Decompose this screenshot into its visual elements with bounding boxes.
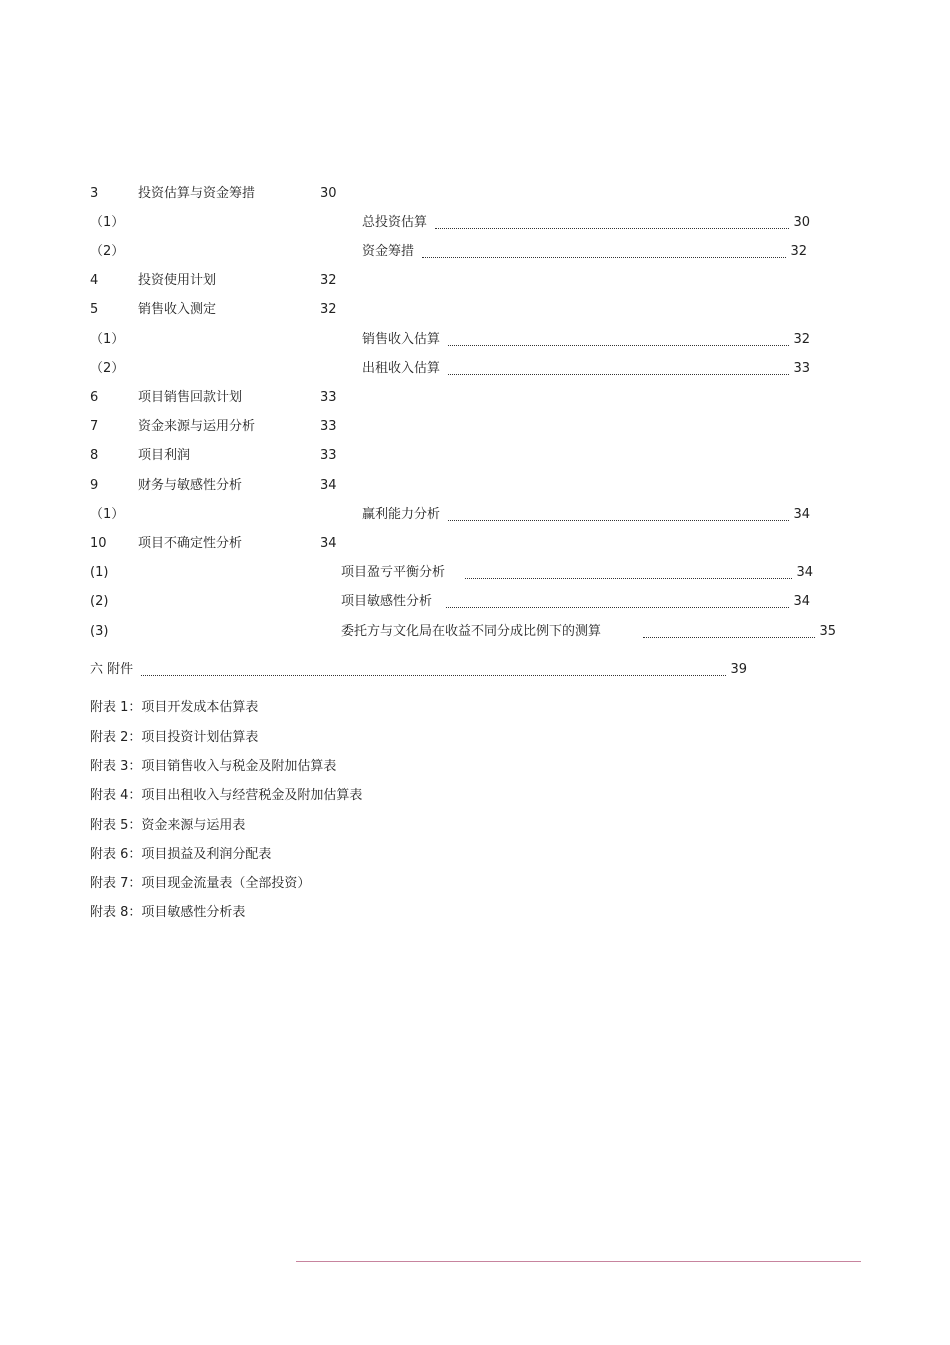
toc-entry-9[interactable]	[0, 477, 950, 495]
toc-leader	[362, 331, 810, 349]
toc-entry-six[interactable]	[0, 661, 950, 679]
toc-title: 财务与敏感性分析	[138, 478, 243, 493]
toc-page: 33	[320, 419, 337, 434]
toc-leader	[362, 243, 807, 261]
toc-title: 资金来源与运用分析	[138, 419, 256, 434]
toc-entry-3[interactable]	[0, 185, 950, 203]
toc-number: （1）	[90, 507, 125, 522]
toc-page: 34	[793, 507, 810, 522]
toc-title: 项目盈亏平衡分析	[341, 565, 446, 580]
toc-page: 34	[796, 565, 813, 580]
toc-entry-10[interactable]	[0, 535, 950, 553]
dot-leader	[448, 334, 789, 346]
appendix-item[interactable]: 附表 8：项目敏感性分析表	[90, 905, 246, 920]
toc-number: （1）	[90, 332, 125, 347]
toc-number: （1）	[90, 215, 125, 230]
dot-leader	[141, 664, 726, 676]
toc-leader	[341, 564, 813, 582]
toc-title: 投资估算与资金筹措	[138, 186, 256, 201]
toc-page: 34	[320, 478, 337, 493]
dot-leader	[465, 567, 792, 579]
toc-page: 34	[320, 536, 337, 551]
dot-leader	[448, 509, 789, 521]
toc-leader	[341, 593, 810, 611]
toc-title: 六 附件	[90, 662, 134, 677]
toc-number: 6	[90, 390, 99, 405]
appendix-item[interactable]: 附表 1：项目开发成本估算表	[90, 700, 259, 715]
toc-entry-5-2[interactable]	[0, 360, 950, 378]
toc-title: 项目敏感性分析	[341, 594, 433, 609]
toc-page: 30	[320, 186, 337, 201]
toc-page: 33	[320, 448, 337, 463]
appendix-item[interactable]: 附表 5：资金来源与运用表	[90, 818, 246, 833]
appendix-item[interactable]: 附表 7：项目现金流量表（全部投资）	[90, 876, 311, 891]
toc-title: 出租收入估算	[362, 361, 441, 376]
toc-page: 32	[790, 244, 807, 259]
toc-entry-5-1[interactable]	[0, 331, 950, 349]
appendix-item[interactable]: 附表 4：项目出租收入与经营税金及附加估算表	[90, 788, 363, 803]
toc-leader	[362, 214, 810, 232]
toc-title: 销售收入测定	[138, 302, 217, 317]
toc-page: 32	[793, 332, 810, 347]
toc-number: 9	[90, 478, 99, 493]
dot-leader	[446, 596, 789, 608]
toc-title: 赢利能力分析	[362, 507, 441, 522]
toc-number: (1)	[90, 565, 109, 580]
toc-entry-4[interactable]	[0, 272, 950, 290]
toc-title: 委托方与文化局在收益不同分成比例下的测算	[341, 624, 602, 639]
toc-leader	[362, 360, 810, 378]
toc-page: 33	[320, 390, 337, 405]
toc-number: 7	[90, 419, 99, 434]
toc-entry-10-2[interactable]	[0, 593, 950, 611]
appendix-item[interactable]: 附表 3：项目销售收入与税金及附加估算表	[90, 759, 337, 774]
toc-title: 投资使用计划	[138, 273, 217, 288]
toc-page: 34	[793, 594, 810, 609]
toc-number: 5	[90, 302, 99, 317]
footer-rule	[296, 1261, 861, 1262]
toc-leader	[341, 623, 836, 641]
toc-entry-10-1[interactable]	[0, 564, 950, 582]
dot-leader	[643, 626, 815, 638]
toc-page: 33	[793, 361, 810, 376]
toc-entry-5[interactable]	[0, 301, 950, 319]
toc-title: 项目不确定性分析	[138, 536, 243, 551]
appendix-item[interactable]: 附表 2：项目投资计划估算表	[90, 730, 259, 745]
toc-page: 39	[730, 662, 747, 677]
toc-entry-3-2[interactable]	[0, 243, 950, 261]
toc-page: 30	[793, 215, 810, 230]
toc-entry-6[interactable]	[0, 389, 950, 407]
dot-leader	[448, 363, 789, 375]
toc-title: 资金筹措	[362, 244, 415, 259]
toc-entry-10-3[interactable]	[0, 623, 950, 641]
toc-number: 8	[90, 448, 99, 463]
toc-number: 4	[90, 273, 99, 288]
toc-page: 35	[819, 624, 836, 639]
appendix-item[interactable]: 附表 6：项目损益及利润分配表	[90, 847, 272, 862]
toc-title: 销售收入估算	[362, 332, 441, 347]
toc-number: （2）	[90, 244, 125, 259]
toc-number: (2)	[90, 594, 109, 609]
toc-number: 10	[90, 536, 107, 551]
toc-entry-7[interactable]	[0, 418, 950, 436]
toc-title: 总投资估算	[362, 215, 428, 230]
toc-number: （2）	[90, 361, 125, 376]
toc-leader	[90, 661, 747, 679]
toc-entry-3-1[interactable]	[0, 214, 950, 232]
toc-page: 32	[320, 273, 337, 288]
toc-leader	[362, 506, 810, 524]
toc-number: (3)	[90, 624, 109, 639]
toc-title: 项目销售回款计划	[138, 390, 243, 405]
toc-title: 项目利润	[138, 448, 191, 463]
toc-page: 32	[320, 302, 337, 317]
dot-leader	[422, 246, 786, 258]
toc-number: 3	[90, 186, 99, 201]
toc-entry-8[interactable]	[0, 447, 950, 465]
dot-leader	[435, 217, 789, 229]
toc-entry-9-1[interactable]	[0, 506, 950, 524]
